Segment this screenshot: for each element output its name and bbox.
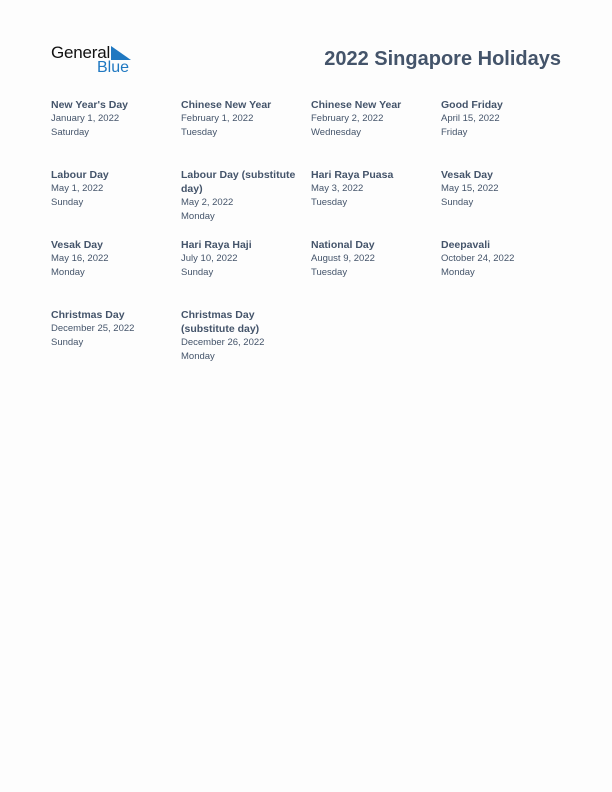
logo-blue-text: Blue bbox=[97, 59, 130, 76]
holiday-item bbox=[51, 308, 181, 378]
holiday-weekday: Tuesday bbox=[311, 196, 348, 208]
holiday-item bbox=[311, 98, 441, 168]
holiday-date: May 1, 2022 bbox=[51, 183, 104, 194]
holiday-date: February 1, 2022 bbox=[181, 113, 254, 124]
holiday-date: July 10, 2022 bbox=[181, 253, 238, 264]
holiday-date: May 3, 2022 bbox=[311, 183, 364, 194]
holiday-row bbox=[51, 308, 571, 378]
holiday-weekday: Sunday bbox=[181, 266, 214, 278]
holiday-name: Deepavali bbox=[441, 239, 491, 251]
holiday-date: May 15, 2022 bbox=[441, 183, 499, 194]
holiday-item bbox=[181, 308, 311, 378]
holiday-item bbox=[311, 168, 441, 238]
holiday-name: Labour Day (substitute day) bbox=[181, 169, 296, 195]
holiday-weekday: Monday bbox=[181, 210, 215, 222]
holiday-weekday: Sunday bbox=[51, 196, 84, 208]
holiday-weekday: Saturday bbox=[51, 126, 90, 138]
holiday-date: October 24, 2022 bbox=[441, 253, 515, 264]
holiday-name: Christmas Day bbox=[51, 309, 125, 321]
holiday-item bbox=[181, 98, 311, 168]
holiday-grid bbox=[51, 98, 571, 378]
holiday-row bbox=[51, 238, 571, 308]
holiday-date: December 26, 2022 bbox=[181, 337, 265, 348]
holiday-weekday: Sunday bbox=[51, 336, 84, 348]
holiday-row bbox=[51, 168, 571, 238]
holiday-name: Hari Raya Haji bbox=[181, 239, 252, 251]
holiday-name: Labour Day bbox=[51, 169, 109, 181]
holiday-name: National Day bbox=[311, 239, 375, 251]
holiday-date: August 9, 2022 bbox=[311, 253, 375, 264]
holiday-date: May 2, 2022 bbox=[181, 197, 234, 208]
holiday-date: April 15, 2022 bbox=[441, 113, 500, 124]
holiday-row bbox=[51, 98, 571, 168]
holiday-item bbox=[441, 98, 571, 168]
holiday-date: February 2, 2022 bbox=[311, 113, 384, 124]
holiday-date: January 1, 2022 bbox=[51, 113, 120, 124]
holiday-name: New Year's Day bbox=[51, 99, 129, 111]
logo-general-text: General bbox=[51, 43, 111, 62]
holiday-item bbox=[51, 98, 181, 168]
holiday-item bbox=[51, 238, 181, 308]
holiday-weekday: Tuesday bbox=[311, 266, 348, 278]
holiday-weekday: Sunday bbox=[441, 196, 474, 208]
holiday-item bbox=[181, 238, 311, 308]
holiday-name: Vesak Day bbox=[441, 169, 493, 181]
holiday-item bbox=[441, 238, 571, 308]
holiday-weekday: Friday bbox=[441, 126, 468, 138]
holiday-weekday: Tuesday bbox=[181, 126, 218, 138]
holiday-weekday: Wednesday bbox=[311, 126, 361, 138]
holiday-weekday: Monday bbox=[181, 350, 215, 362]
holiday-item bbox=[181, 168, 311, 238]
holiday-item bbox=[51, 168, 181, 238]
holiday-date: May 16, 2022 bbox=[51, 253, 109, 264]
logo bbox=[51, 43, 141, 77]
page-title: 2022 Singapore Holidays bbox=[324, 48, 561, 70]
holiday-weekday: Monday bbox=[51, 266, 85, 278]
holiday-name: Good Friday bbox=[441, 99, 503, 111]
holiday-name: Chinese New Year bbox=[311, 99, 402, 111]
holiday-date: December 25, 2022 bbox=[51, 323, 135, 334]
holiday-item bbox=[441, 168, 571, 238]
holiday-weekday: Monday bbox=[441, 266, 475, 278]
holiday-name: Vesak Day bbox=[51, 239, 103, 251]
holiday-name: Christmas Day (substitute day) bbox=[181, 309, 260, 335]
holiday-name: Hari Raya Puasa bbox=[311, 169, 394, 181]
holiday-name: Chinese New Year bbox=[181, 99, 272, 111]
holiday-item bbox=[311, 238, 441, 308]
